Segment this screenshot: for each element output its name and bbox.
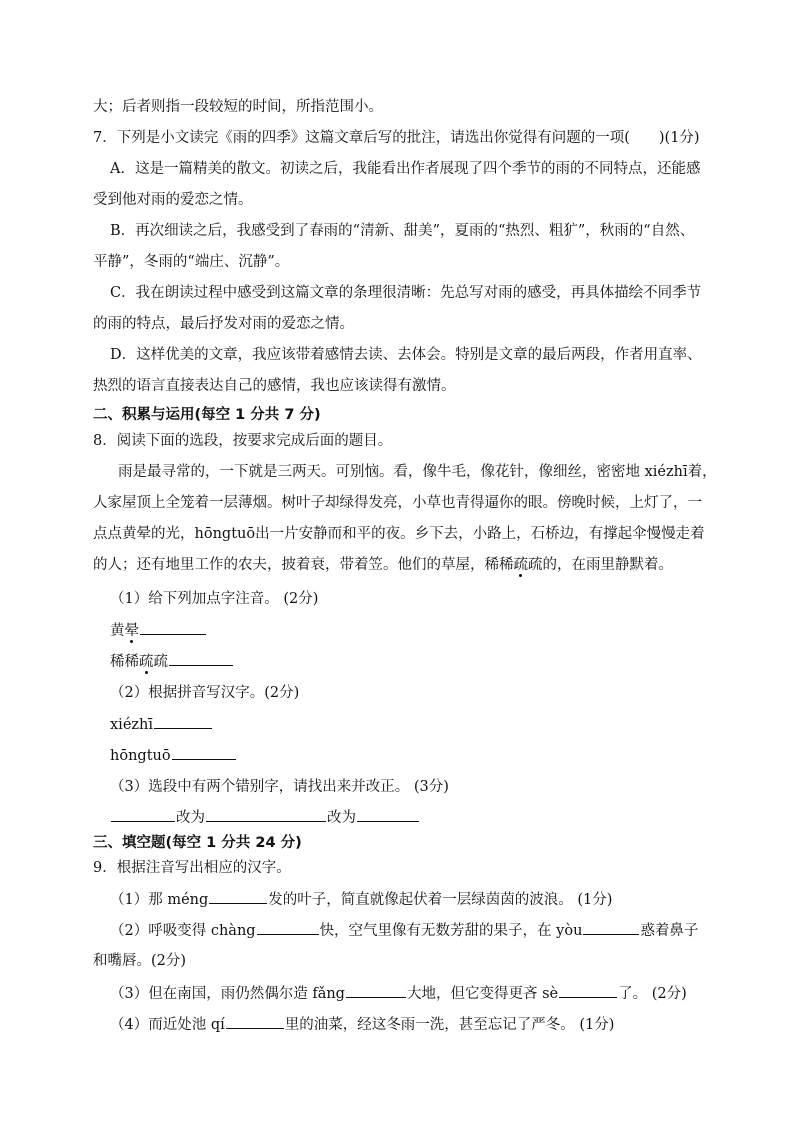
pinyin-item-1 — [110, 619, 794, 642]
dotted-character: 疏 — [513, 557, 528, 573]
hanzi-item-2 — [110, 744, 794, 767]
passage-line: 雨是最寻常的，一下就是三两天。可别恼。看，像牛毛，像花针，像细丝，密密地 xiézhī着， — [118, 464, 717, 480]
option-d-cont: 热烈的语言直接表达自己的感情，我也应该读得有激情。 — [93, 378, 456, 394]
fill-item-3 — [110, 982, 794, 1005]
question-8-stem: 8．阅读下面的选段，按要求完成后面的题目。 — [93, 433, 393, 449]
passage-line: 点点黄晕的光，hōngtuō出一片安静而和平的夜。乡下去，小路上，石桥边，有撑起伞慢慢走着 — [93, 526, 705, 542]
answer-blank[interactable] — [209, 888, 267, 904]
item-text: 发的叶子，简直就像起伏着一层绿茵茵的波浪。 (1分) — [268, 892, 613, 908]
answer-blank[interactable] — [583, 919, 639, 935]
subquestion-2: （2）根据拼音写汉字。(2分) — [110, 685, 300, 701]
answer-blank[interactable] — [257, 919, 319, 935]
fill-item-1 — [110, 888, 794, 911]
change-to-label: 改为 — [176, 810, 205, 826]
item-text: 了。 (2分) — [618, 986, 687, 1002]
answer-blank[interactable] — [172, 744, 236, 760]
option-d: D．这样优美的文章，我应该带着感情去读、去体会。特别是文章的最后两段，作者用直率、 — [110, 347, 702, 363]
answer-blank[interactable] — [226, 1013, 284, 1029]
answer-blank[interactable] — [559, 982, 617, 998]
answer-blank[interactable] — [140, 619, 206, 635]
subquestion-3: （3）选段中有两个错别字，请找出来并改正。 (3分) — [110, 779, 449, 795]
passage-line — [93, 554, 794, 576]
fill-item-2-cont: 和嘴唇。(2分) — [93, 953, 187, 969]
question-9-stem: 9．根据注音写出相应的汉字。 — [93, 860, 291, 876]
option-c: C．我在朗读过程中感受到这篇文章的条理很清晰：先总写对雨的感受，再具体描绘不同季节 — [110, 285, 702, 301]
hanzi-item-1 — [110, 713, 794, 736]
answer-blank[interactable] — [111, 806, 175, 822]
option-b: B．再次细读之后，我感受到了春雨的“清新、甜美”，夏雨的“热烈、粗犷”，秋雨的“自然、 — [110, 223, 695, 239]
fill-item-2 — [110, 919, 794, 942]
option-c-cont: 的雨的特点，最后抒发对雨的爱恋之情。 — [93, 316, 354, 332]
fill-item-4 — [110, 1013, 794, 1036]
pinyin-text: hōngtuō — [110, 748, 171, 764]
item-text: （2）呼吸变得 chàng — [110, 923, 256, 939]
passage-line: 人家屋顶上全笼着一层薄烟。树叶子却绿得发亮，小草也青得逼你的眼。傍晚时候，上灯了，一 — [93, 495, 702, 511]
answer-blank[interactable] — [346, 982, 406, 998]
word-text: 疏 — [153, 654, 168, 670]
section-3-title: 三、填空题(每空 1 分共 24 分) — [93, 835, 302, 851]
option-a-cont: 受到他对雨的爱恋之情。 — [93, 192, 253, 208]
change-to-label: 改为 — [327, 810, 356, 826]
option-a: A．这是一篇精美的散文。初读之后，我能看出作者展现了四个季节的雨的不同特点，还能感 — [110, 161, 701, 177]
word-text: 黄 — [110, 623, 125, 639]
answer-blank[interactable] — [169, 650, 233, 666]
question-7-stem: 7．下列是小文读完《雨的四季》这篇文章后写的批注，请选出你觉得有问题的一项( )(1分) — [93, 130, 700, 146]
item-text: 惑着鼻子 — [640, 923, 699, 939]
passage-text: 的人；还有地里工作的农夫，披着衰，带着笠。他们的草屋，稀稀 — [93, 557, 514, 573]
answer-blank[interactable] — [206, 806, 326, 822]
dotted-character: 晕 — [124, 623, 139, 639]
item-text: （1）那 méng — [110, 892, 209, 908]
correction-line — [110, 806, 794, 829]
item-text: 里的油菜，经这冬雨一洗，甚至忘记了严冬。 (1分) — [284, 1017, 615, 1033]
answer-blank[interactable] — [357, 806, 419, 822]
item-text: 大地，但它变得更吝 sè — [406, 986, 559, 1002]
item-text: 快，空气里像有无数芳甜的果子，在 yòu — [319, 923, 583, 939]
passage-text: 疏的，在雨里静默着。 — [528, 557, 673, 573]
dotted-character: 疏 — [139, 654, 154, 670]
item-text: （4）而近处池 qí — [110, 1017, 225, 1033]
section-2-title: 二、积累与运用(每空 1 分共 7 分) — [93, 407, 321, 423]
pinyin-item-2 — [110, 650, 794, 673]
subquestion-1: （1）给下列加点字注音。 (2分) — [110, 591, 319, 607]
answer-blank[interactable] — [154, 713, 212, 729]
word-text: 稀稀 — [110, 654, 139, 670]
option-b-cont: 平静”，冬雨的“端庄、沉静”。 — [93, 254, 290, 270]
pinyin-text: xiézhī — [110, 717, 154, 733]
paragraph-line: 大；后者则指一段较短的时间，所指范围小。 — [93, 99, 383, 115]
item-text: （3）但在南国，雨仍然偶尔造 fǎng — [110, 986, 345, 1002]
